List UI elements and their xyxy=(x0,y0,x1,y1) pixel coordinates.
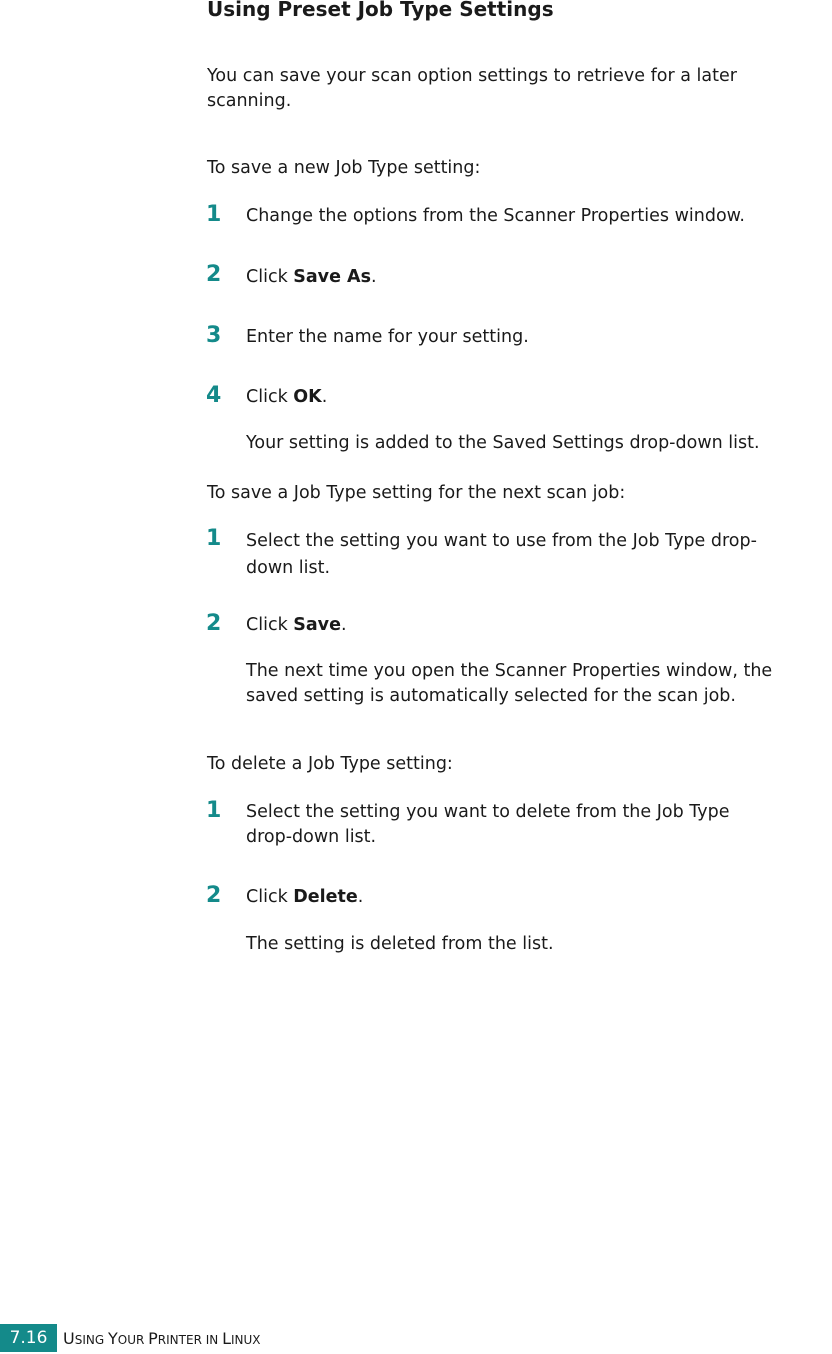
step-text: down list. xyxy=(246,558,331,578)
chapter-title-smallcaps: INUX xyxy=(230,1333,261,1347)
step-number: 2 xyxy=(206,262,222,287)
section-heading: To delete a Job Type setting: xyxy=(207,754,453,774)
step-number: 3 xyxy=(206,323,222,348)
chapter-title-smallcaps: OUR xyxy=(117,1333,149,1347)
step-text: Select the setting you want to delete from the Job Type xyxy=(246,802,730,822)
step-text-plain: Enter the name for your setting. xyxy=(246,327,529,347)
step-text-plain: Click xyxy=(246,267,294,287)
page-number: 7.16 xyxy=(0,1324,57,1352)
step-text-plain: Change the options from the Scanner Properties window. xyxy=(246,206,745,226)
step-number: 1 xyxy=(206,202,222,227)
step-text: drop-down list. xyxy=(246,827,377,847)
step-text-plain: Click xyxy=(246,887,294,907)
step-text xyxy=(246,385,327,410)
chapter-title-smallcaps: SING xyxy=(74,1333,108,1347)
step-number: 4 xyxy=(206,383,222,408)
intro-line: scanning. xyxy=(207,91,292,111)
step-note: The next time you open the Scanner Properties window, the xyxy=(246,661,773,681)
ui-term-ok: OK xyxy=(293,387,322,407)
step-text-plain: . xyxy=(340,615,347,635)
step-number: 1 xyxy=(206,798,222,823)
ui-term-save-as: Save As xyxy=(293,267,372,287)
chapter-title-cap: L xyxy=(222,1329,231,1348)
step-text xyxy=(246,204,745,229)
step-number: 2 xyxy=(206,883,222,908)
chapter-title-cap: Y xyxy=(107,1329,118,1348)
chapter-title-smallcaps: IN xyxy=(205,1333,223,1347)
step-text xyxy=(246,265,377,290)
step-number: 1 xyxy=(206,526,222,551)
chapter-title-cap: P xyxy=(148,1329,158,1348)
step-text-plain: . xyxy=(357,887,364,907)
step-number: 2 xyxy=(206,611,222,636)
step-text: Select the setting you want to use from the Job Type drop- xyxy=(246,531,757,551)
step-text-plain: . xyxy=(371,267,377,287)
chapter-title-cap: U xyxy=(63,1329,75,1348)
chapter-title-smallcaps: RINTER xyxy=(157,1333,206,1347)
step-note: saved setting is automatically selected for the scan job. xyxy=(246,686,736,706)
chapter-title xyxy=(63,1327,261,1352)
page-footer xyxy=(0,1322,832,1354)
page-title: Using Preset Job Type Settings xyxy=(207,0,554,21)
ui-term-save: Save xyxy=(293,615,341,635)
intro-line: You can save your scan option settings to retrieve for a later xyxy=(207,66,737,86)
step-text xyxy=(246,885,363,910)
step-note: Your setting is added to the Saved Settings drop-down list. xyxy=(246,433,760,453)
step-text-plain: Click xyxy=(246,387,294,407)
section-heading: To save a Job Type setting for the next scan job: xyxy=(207,483,626,503)
step-text xyxy=(246,325,529,350)
step-text xyxy=(246,613,347,638)
step-note: The setting is deleted from the list. xyxy=(246,934,554,954)
step-text-plain: . xyxy=(321,387,328,407)
section-heading: To save a new Job Type setting: xyxy=(207,158,481,178)
ui-term-delete: Delete xyxy=(293,887,358,907)
step-text-plain: Click xyxy=(246,615,294,635)
